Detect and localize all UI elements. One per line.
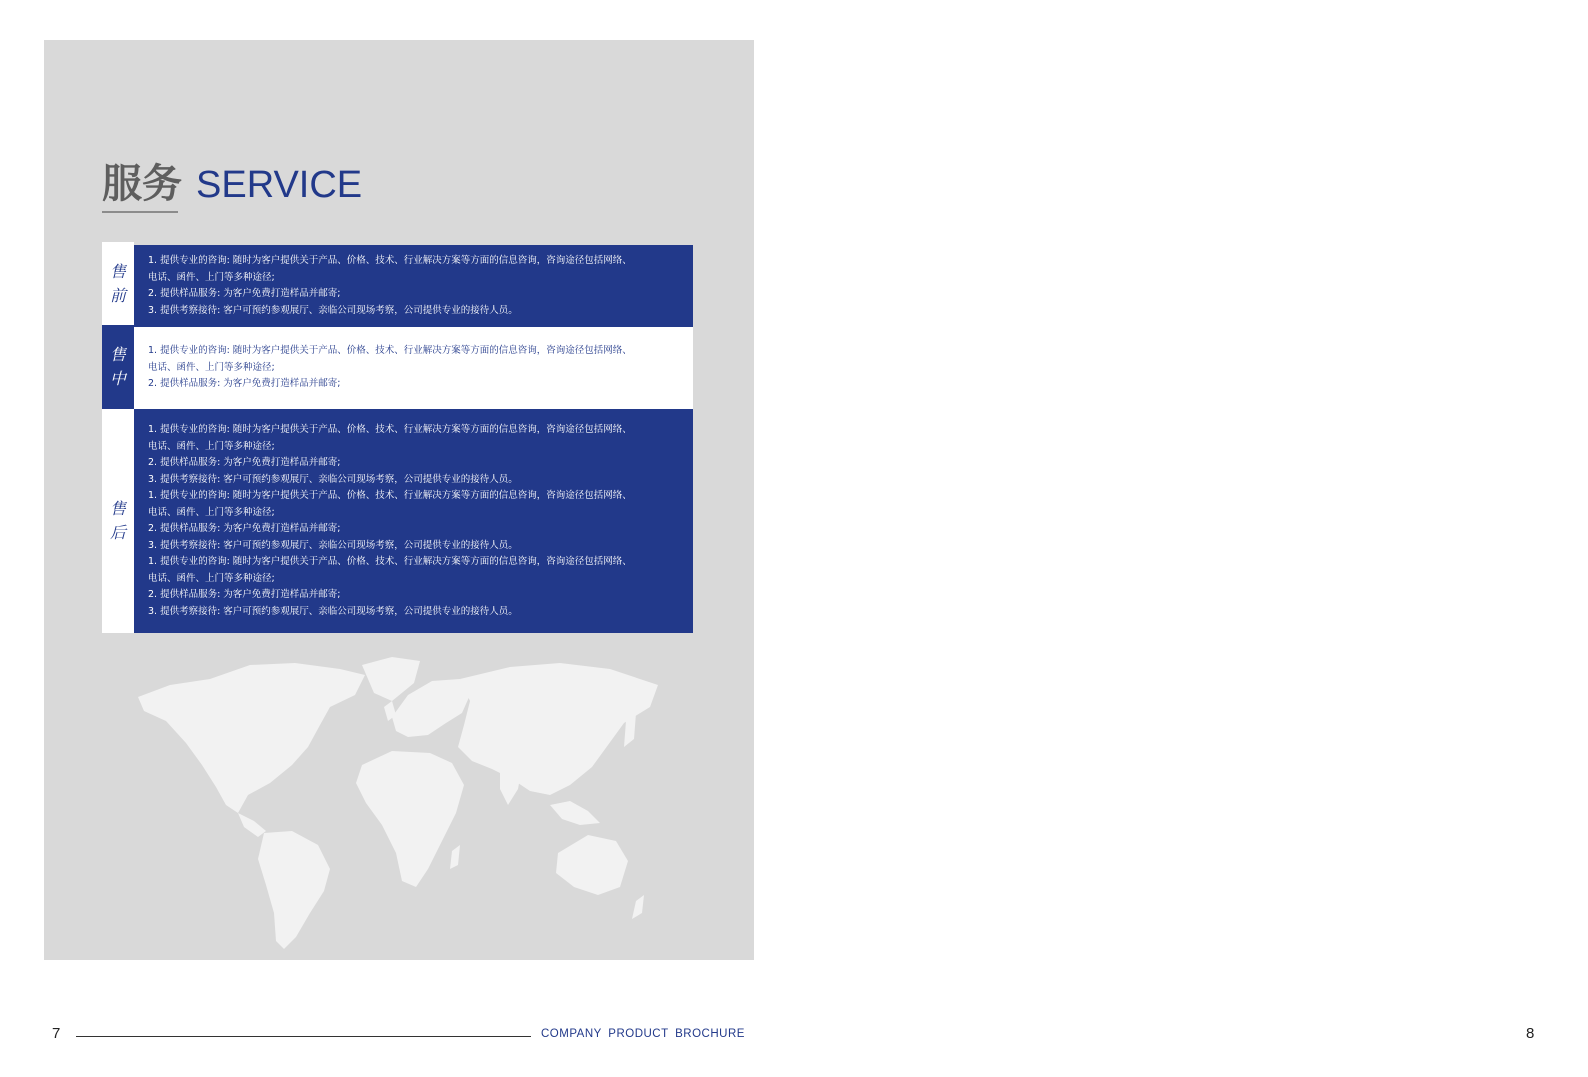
pre-sale-line: 1. 提供专业的咨询: 随时为客户提供关于产品、价格、技术、行业解决方案等方面的信息咨询，咨询途径包括网络、 [148,255,632,266]
tab-in-sale-char-2: 中 [109,369,126,388]
brochure-label: COMPANY PRODUCT BROCHURE [541,1028,745,1040]
after-sale-content [134,409,693,633]
in-sale-line: 2. 提供样品服务: 为客户免费打造样品并邮寄; [148,378,341,390]
footer-rule [76,1036,531,1037]
pre-sale-line: 3. 提供考察接待: 客户可预约参观展厅、亲临公司现场考察，公司提供专业的接待人员。 [148,304,518,316]
page-title [102,152,363,207]
after-sale-line: 1. 提供专业的咨询: 随时为客户提供关于产品、价格、技术、行业解决方案等方面的信息咨询，咨询途径包括网络、 [148,424,632,435]
tab-pre-sale [102,242,134,326]
in-sale-content [134,327,693,409]
after-sale-line: 3. 提供考察接待: 客户可预约参观展厅、亲临公司现场考察，公司提供专业的接待人员。 [148,539,518,551]
pre-sale-line: 电话、函件、上门等多种途径; [148,271,275,283]
after-sale-line: 1. 提供专业的咨询: 随时为客户提供关于产品、价格、技术、行业解决方案等方面的信息咨询，咨询途径包括网络、 [148,556,632,567]
tab-pre-sale-char-1: 售 [109,262,126,281]
after-sale-line: 1. 提供专业的咨询: 随时为客户提供关于产品、价格、技术、行业解决方案等方面的信息咨询，咨询途径包括网络、 [148,490,632,501]
pre-sale-content [134,245,693,327]
page-number-right: 8 [1526,1025,1535,1042]
world-map-illustration [130,655,680,955]
tab-after-sale-char-2: 后 [109,523,126,542]
tab-pre-sale-char-2: 前 [109,286,126,305]
title-underline [102,211,178,213]
after-sale-line: 3. 提供考察接待: 客户可预约参观展厅、亲临公司现场考察，公司提供专业的接待人员。 [148,605,518,617]
after-sale-line: 3. 提供考察接待: 客户可预约参观展厅、亲临公司现场考察，公司提供专业的接待人员。 [148,473,518,485]
in-sale-line: 1. 提供专业的咨询: 随时为客户提供关于产品、价格、技术、行业解决方案等方面的信息咨询，咨询途径包括网络、 [148,345,632,357]
page-number-left: 7 [52,1025,61,1042]
pre-sale-line: 2. 提供样品服务: 为客户免费打造样品并邮寄; [148,288,341,299]
after-sale-line: 电话、函件、上门等多种途径; [148,572,275,584]
tab-after-sale [102,409,134,633]
in-sale-line: 电话、函件、上门等多种途径; [148,361,275,373]
title-english: SERVICE [196,164,363,206]
tab-after-sale-char-1: 售 [109,499,126,518]
title-chinese: 服务 [102,161,182,207]
tab-in-sale [102,325,134,409]
after-sale-line: 2. 提供样品服务: 为客户免费打造样品并邮寄; [148,457,341,468]
tab-in-sale-char-1: 售 [109,345,126,364]
after-sale-line: 电话、函件、上门等多种途径; [148,506,275,518]
after-sale-line: 2. 提供样品服务: 为客户免费打造样品并邮寄; [148,589,341,600]
after-sale-line: 电话、函件、上门等多种途径; [148,440,275,452]
after-sale-line: 2. 提供样品服务: 为客户免费打造样品并邮寄; [148,523,341,534]
